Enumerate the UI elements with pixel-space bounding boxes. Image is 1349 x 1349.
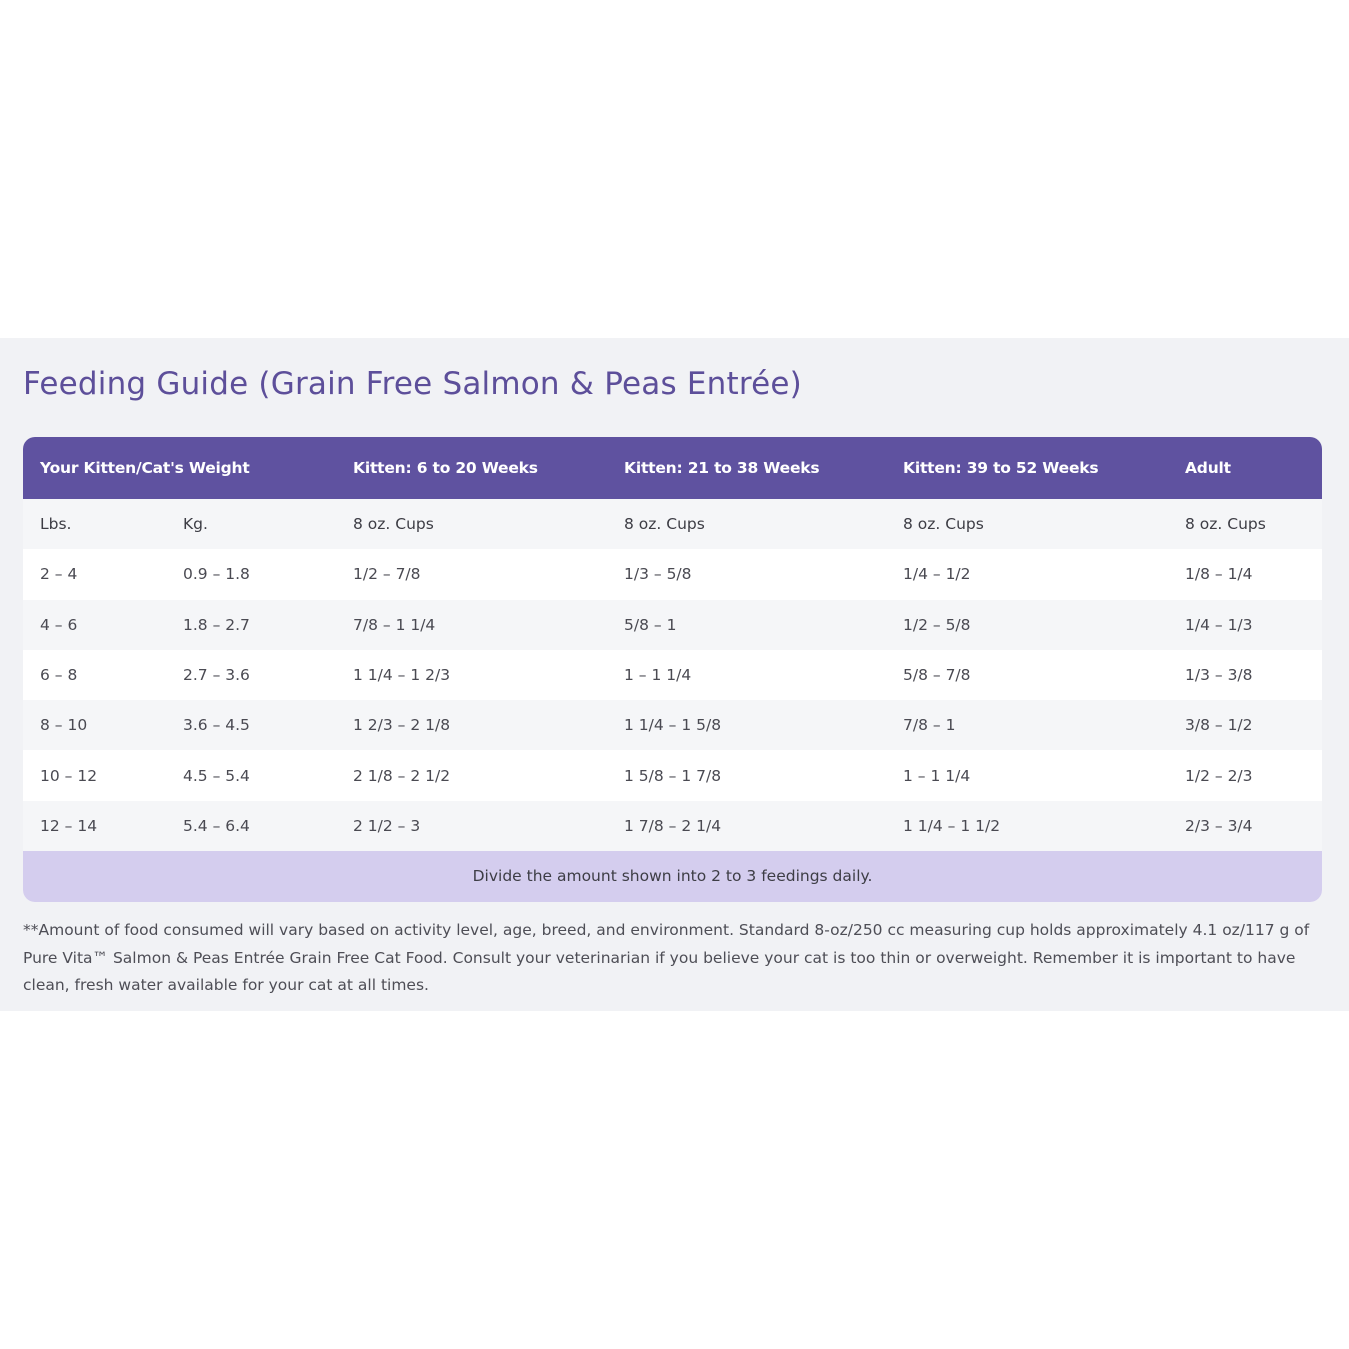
cell-adult: 1/4 – 1/3 [1185,615,1253,634]
cell-kitten-39-52: 1 – 1 1/4 [903,766,971,785]
cell-kg: 1.8 – 2.7 [183,615,250,634]
unit-cups: 8 oz. Cups [903,515,984,534]
cell-kitten-21-38: 1/3 – 5/8 [624,565,692,584]
page-title: Feeding Guide (Grain Free Salmon & Peas Entrée) [23,366,802,402]
cell-lbs: 10 – 12 [40,766,98,785]
cell-adult: 1/8 – 1/4 [1185,565,1253,584]
header-kitten-21-38: Kitten: 21 to 38 Weeks [624,459,820,477]
cell-kitten-21-38: 5/8 – 1 [624,615,677,634]
cell-kitten-39-52: 5/8 – 7/8 [903,666,971,685]
cell-adult: 1/3 – 3/8 [1185,666,1253,685]
units-row [23,499,1322,549]
cell-kitten-21-38: 1 1/4 – 1 5/8 [624,716,722,735]
cell-kitten-6-20: 2 1/8 – 2 1/2 [353,766,451,785]
header-kitten-39-52: Kitten: 39 to 52 Weeks [903,459,1099,477]
table-row [23,549,1322,599]
feeding-table-container [23,437,1322,902]
cell-kg: 3.6 – 4.5 [183,716,250,735]
table-row [23,650,1322,700]
header-kitten-6-20: Kitten: 6 to 20 Weeks [353,459,538,477]
header-weight: Your Kitten/Cat's Weight [40,459,250,477]
table-row [23,700,1322,750]
cell-kitten-6-20: 1 2/3 – 2 1/8 [353,716,451,735]
cell-kitten-6-20: 1 1/4 – 1 2/3 [353,666,451,685]
cell-kitten-6-20: 2 1/2 – 3 [353,816,421,835]
footnote-text: **Amount of food consumed will vary based on activity level, age, breed, and environment. Standard 8-oz/250 cc measuring cup holds approximately 4.1 oz/117 g of Pure Vita™ Salmon & Peas Entrée Grain Free Cat Food. Consult your veterinarian if you believe your cat is too thin or overweight. Remember it is important to have clean, fresh water available for your cat at all times. [23,921,1310,994]
table-row [23,600,1322,650]
cell-kg: 0.9 – 1.8 [183,565,250,584]
cell-adult: 3/8 – 1/2 [1185,716,1253,735]
cell-kitten-21-38: 1 5/8 – 1 7/8 [624,766,722,785]
cell-lbs: 8 – 10 [40,716,88,735]
table-header-row [23,437,1322,499]
cell-lbs: 6 – 8 [40,666,78,685]
cell-kitten-6-20: 7/8 – 1 1/4 [353,615,436,634]
table-row [23,801,1322,851]
cell-kg: 5.4 – 6.4 [183,816,250,835]
unit-kg: Kg. [183,515,208,534]
cell-adult: 1/2 – 2/3 [1185,766,1253,785]
cell-kitten-6-20: 1/2 – 7/8 [353,565,421,584]
cell-kitten-39-52: 1/2 – 5/8 [903,615,971,634]
unit-cups: 8 oz. Cups [1185,515,1266,534]
cell-lbs: 2 – 4 [40,565,78,584]
cell-kitten-39-52: 7/8 – 1 [903,716,956,735]
cell-kitten-39-52: 1/4 – 1/2 [903,565,971,584]
feeding-note: Divide the amount shown into 2 to 3 feedings daily. [23,851,1322,902]
unit-cups: 8 oz. Cups [353,515,434,534]
unit-cups: 8 oz. Cups [624,515,705,534]
cell-kitten-21-38: 1 – 1 1/4 [624,666,692,685]
cell-kitten-21-38: 1 7/8 – 2 1/4 [624,816,722,835]
header-adult: Adult [1185,459,1231,477]
table-row [23,750,1322,800]
unit-lbs: Lbs. [40,515,72,534]
cell-kitten-39-52: 1 1/4 – 1 1/2 [903,816,1001,835]
feeding-table [23,437,1322,851]
cell-lbs: 4 – 6 [40,615,78,634]
cell-lbs: 12 – 14 [40,816,98,835]
cell-kg: 2.7 – 3.6 [183,666,250,685]
cell-kg: 4.5 – 5.4 [183,766,250,785]
cell-adult: 2/3 – 3/4 [1185,816,1253,835]
